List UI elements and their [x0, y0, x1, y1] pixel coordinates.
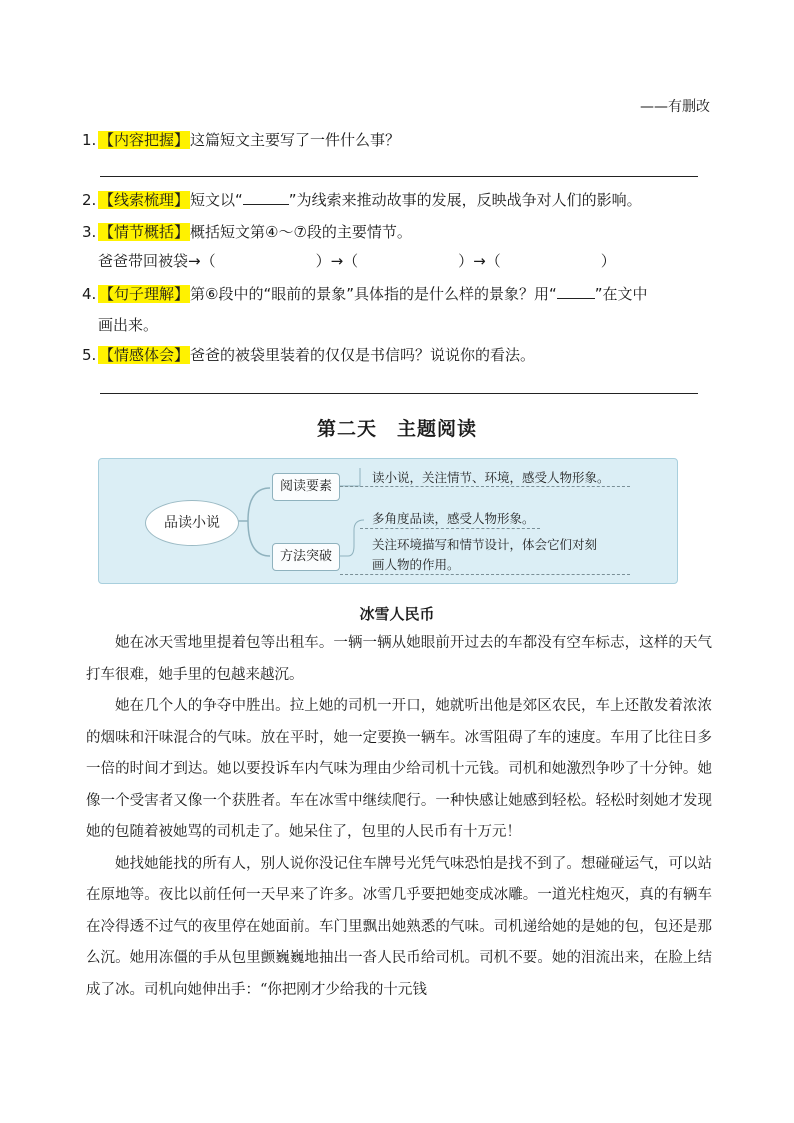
question-tag: 【内容把握】	[99, 131, 190, 149]
question-2	[82, 189, 642, 211]
sequence-mid-1: ）→（	[315, 252, 359, 270]
question-number: 1.	[82, 131, 97, 149]
diagram-text-method-2b: 画人物的作用。	[372, 557, 460, 572]
dashed-divider	[360, 528, 540, 529]
question-text-post: ”在文中	[594, 285, 648, 303]
question-text: 概括短文第④～⑦段的主要情节。	[190, 223, 412, 241]
question-tag: 【情感体会】	[99, 346, 190, 364]
question-text-post: ”为线索来推动故事的发展，反映战争对人们的影响。	[288, 191, 642, 209]
question-number: 2.	[82, 191, 97, 209]
connector-line	[338, 520, 364, 556]
sequence-mid-2: ）→（	[458, 252, 501, 270]
question-tag: 【句子理解】	[99, 285, 190, 303]
answer-line[interactable]	[100, 393, 698, 394]
question-number: 3.	[82, 223, 97, 241]
question-text: 这篇短文主要写了一件什么事？	[190, 131, 401, 149]
diagram-text-method-2a: 关注环境描写和情节设计，体会它们对刻	[372, 537, 598, 552]
question-1	[82, 129, 400, 151]
connector-bracket	[248, 488, 270, 556]
question-3	[82, 221, 412, 243]
question-4-continuation: 画出来。	[98, 316, 159, 334]
source-note: ——有删改	[640, 99, 710, 115]
fill-blank[interactable]	[557, 284, 595, 299]
question-text-pre: 第⑥段中的“眼前的景象”具体指的是什么样的景象？用“	[190, 285, 557, 303]
diagram-label-methods: 方法突破	[272, 543, 340, 571]
question-number: 5.	[82, 346, 97, 364]
fill-blank[interactable]	[243, 190, 289, 205]
diagram-text-elements: 读小说，关注情节、环境，感受人物形象。	[372, 470, 610, 485]
answer-line[interactable]	[100, 176, 698, 177]
question-number: 4.	[82, 285, 97, 303]
question-text: 爸爸的被袋里装着的仅仅是书信吗？说说你的看法。	[190, 346, 536, 364]
story-body	[86, 628, 712, 1006]
story-paragraph: 她在冰天雪地里提着包等出租车。一辆一辆从她眼前开过去的车都没有空车标志，这样的天气打车很难，她手里的包越来越沉。	[86, 635, 712, 683]
question-tag: 【线索梳理】	[99, 191, 190, 209]
dashed-divider	[340, 486, 630, 487]
story-paragraph: 她在几个人的争夺中胜出。拉上她的司机一开口，她就听出他是郊区农民，车上还散发着浓浓的烟味和汗味混合的气味。放在平时，她一定要换一辆车。冰雪阻碍了车的速度。车用了比往日多一倍的时间才到达。她以要投诉车内气味为理由少给司机十元钱。司机和她激烈争吵了十分钟。她像一个受害者又像一个获胜者。车在冰雪中继续爬行。一种快感让她感到轻松。轻松时刻她才发现她的包随着被她骂的司机走了。她呆住了，包里的人民币有十万元！	[86, 698, 712, 840]
plot-sequence	[98, 250, 616, 272]
dashed-divider	[340, 574, 630, 575]
question-tag: 【情节概括】	[99, 223, 190, 241]
story-title: 冰雪人民币	[359, 605, 435, 623]
connector-line	[338, 468, 360, 486]
question-4	[82, 283, 648, 305]
question-text-pre: 短文以“	[190, 191, 243, 209]
sequence-start: 爸爸带回被袋→（	[98, 252, 216, 270]
diagram-label-elements: 阅读要素	[272, 473, 340, 501]
diagram-text-method-1: 多角度品读，感受人物形象。	[372, 511, 535, 526]
question-5	[82, 344, 535, 366]
story-paragraph: 她找她能找的所有人，别人说你没记住车牌号光凭气味恐怕是找不到了。想碰碰运气，可以站在原地等。夜比以前任何一天早来了许多。冰雪几乎要把她变成冰雕。一道光柱炮灭，真的有辆车在冷得透不过气的夜里停在她面前。车门里飘出她熟悉的气味。司机递给她的是她的包，包还是那么沉。她用冻僵的手从包里颤巍巍地抽出一沓人民币给司机。司机不要。她的泪流出来，在脸上结成了冰。司机向她伸出手：“你把刚才少给我的十元钱	[86, 855, 712, 998]
section-title: 第二天 主题阅读	[316, 418, 477, 440]
diagram-center: 品读小说	[145, 500, 239, 546]
sequence-end: ）	[600, 252, 616, 270]
